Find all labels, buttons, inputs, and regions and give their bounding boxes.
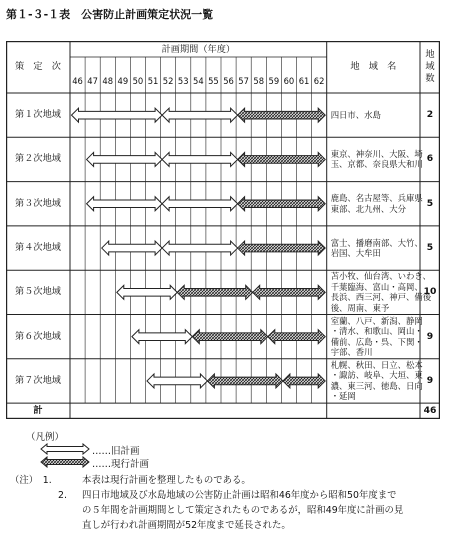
year-label: 53 — [177, 76, 189, 86]
header-count-char: 域 — [425, 61, 435, 72]
total-count: 46 — [423, 405, 437, 417]
old-plan-arrow — [87, 152, 163, 166]
old-plan-arrow — [162, 108, 238, 122]
header-count-char: 地 — [425, 49, 435, 60]
header-area: 地 域 名 — [350, 61, 397, 72]
note-1-text: 本表は現行計画を整理したものである。 — [82, 475, 251, 486]
row-label: 第７次地域 — [15, 374, 61, 386]
note-1-num: （注） 1. — [10, 475, 52, 486]
row-areas: 鹿島、名古屋等、兵庫県 — [330, 193, 423, 204]
row-areas: 玉、京都、奈良県大和川 — [330, 159, 423, 170]
year-label: 61 — [298, 76, 310, 86]
row-areas: 東部、北九州、大分 — [330, 203, 407, 214]
row-areas: 長浜、西三河、神戸、備後 — [330, 292, 432, 303]
year-label: 62 — [313, 76, 325, 86]
row-areas: 備前、広島・呉、下関・ — [330, 336, 423, 347]
year-label: 59 — [268, 76, 280, 86]
old-plan-arrow — [147, 374, 207, 388]
header-stage: 策 定 次 — [15, 61, 61, 72]
year-label: 48 — [102, 76, 114, 86]
row-areas: 苫小牧、仙台湾、いわき、 — [330, 271, 431, 282]
old-plan-arrow — [87, 197, 163, 211]
year-label: 49 — [117, 76, 129, 86]
row-areas: 室蘭、八戸、新潟、静岡 — [330, 315, 423, 326]
current-plan-arrow — [177, 285, 253, 299]
row-label: 第３次地域 — [15, 197, 61, 209]
year-label: 56 — [223, 76, 234, 86]
note-2-line3: 直しが行われ計画期間が52年度まで延長された。 — [82, 520, 291, 531]
old-plan-arrow — [162, 241, 238, 255]
year-label: 47 — [87, 76, 98, 86]
row-areas: 岩国、大牟田 — [330, 248, 381, 259]
legend-old-arrow — [40, 443, 90, 455]
old-plan-arrow — [162, 152, 238, 166]
row-areas: ・清水、和歌山、岡山・ — [330, 326, 423, 337]
old-plan-arrow — [102, 241, 162, 255]
row-areas: 札幌、秋田、日立、松本 — [330, 359, 423, 370]
year-label: 57 — [238, 76, 249, 86]
row-areas: 濃、東三河、徳島、日向 — [330, 380, 423, 391]
table-title: 第１-３-１表 公害防止計画策定状況一覧 — [6, 8, 214, 21]
old-plan-arrow — [162, 197, 238, 211]
row-count: 9 — [426, 374, 434, 386]
legend-current-arrow — [40, 456, 90, 468]
row-areas: ・諏訪、岐阜、大垣、東 — [330, 370, 423, 381]
row-areas: 後、周南、東予 — [330, 302, 390, 313]
row-label: 第６次地域 — [15, 330, 61, 342]
row-count: 2 — [426, 109, 434, 121]
year-label: 55 — [208, 76, 219, 86]
year-label: 50 — [132, 76, 144, 86]
year-label: 54 — [193, 76, 204, 86]
old-plan-arrow — [117, 285, 177, 299]
header-period: 計画期間（年度） — [161, 44, 236, 55]
note-2-text: 四日市地域及び水島地域の公害防止計画は昭和46年度から昭和50年度まで — [82, 490, 397, 501]
row-count: 10 — [423, 286, 437, 298]
row-count: 9 — [426, 330, 434, 342]
current-plan-arrow — [253, 285, 326, 299]
row-count: 6 — [426, 153, 434, 165]
year-label: 51 — [147, 76, 159, 86]
total-label: 計 — [33, 405, 43, 417]
row-count: 5 — [426, 197, 434, 209]
header-count-char: 数 — [425, 73, 435, 84]
year-label: 60 — [283, 76, 295, 86]
row-areas: 東京、神奈川、大阪、埼 — [330, 148, 423, 159]
row-areas: 四日市、水島 — [330, 109, 381, 120]
legend-old-label: ……旧計画 — [92, 446, 140, 457]
row-areas: 富士、播磨南部、大竹、 — [330, 237, 423, 248]
legend-current-label: ……現行計画 — [92, 459, 150, 470]
current-plan-arrow — [192, 330, 267, 344]
row-label: 第５次地域 — [15, 286, 61, 298]
row-label: 第２次地域 — [15, 153, 61, 165]
row-areas: 宇部、香川 — [330, 347, 373, 358]
row-areas: ・延岡 — [330, 391, 356, 402]
year-label: 46 — [72, 76, 83, 86]
row-areas: 千葉臨海、富山・高岡、 — [330, 281, 423, 292]
row-label: 第４次地域 — [15, 242, 61, 254]
year-label: 52 — [162, 76, 174, 86]
current-plan-arrow — [207, 374, 283, 388]
legend-label: （凡例） — [26, 432, 65, 443]
current-plan-arrow — [283, 374, 325, 388]
year-label: 58 — [253, 76, 265, 86]
note-2-line2: の５年間を計画期間として策定されたものであるが，昭和49年度に計画の見 — [82, 505, 404, 516]
old-plan-arrow — [132, 330, 192, 344]
row-count: 5 — [426, 242, 434, 254]
row-label: 第１次地域 — [15, 109, 61, 121]
note-2-num: 2. — [58, 490, 67, 501]
